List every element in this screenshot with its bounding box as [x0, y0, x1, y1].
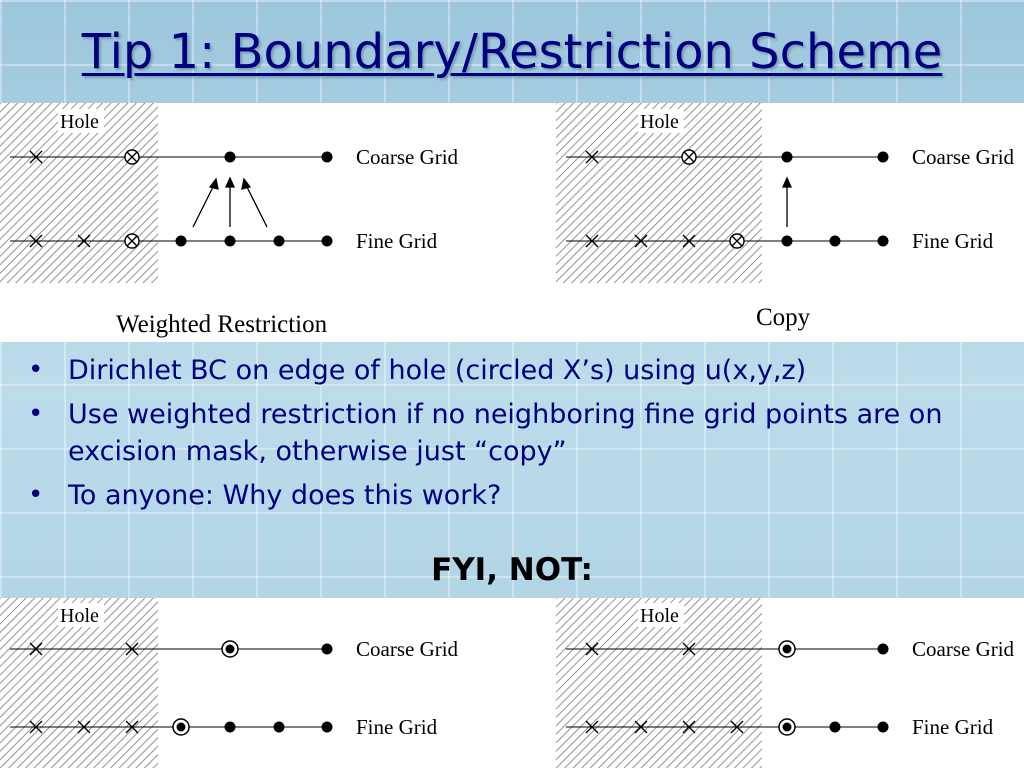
- fine-grid-label: Fine Grid: [356, 229, 438, 253]
- weighted-restriction-figure: [0, 103, 556, 342]
- restriction-arrows: [193, 178, 267, 227]
- bullet-item: • Use weighted restriction if no neighboring fine grid points are on excision mask, otherwise just “copy”: [28, 396, 998, 470]
- coarse-grid-label: Coarse Grid: [356, 145, 459, 169]
- hole-label: Hole: [640, 111, 679, 133]
- bullet-item: • Dirichlet BC on edge of hole (circled X’s) using u(x,y,z): [28, 352, 998, 389]
- hole-label: Hole: [60, 111, 99, 133]
- fine-grid-label: Fine Grid: [912, 229, 994, 253]
- fyi-not-heading: FYI, NOT:: [431, 552, 593, 588]
- coarse-grid-label: Coarse Grid: [912, 637, 1015, 661]
- bullet-list: [28, 352, 998, 521]
- copy-figure: [556, 103, 1024, 342]
- coarse-grid-label: Coarse Grid: [356, 637, 459, 661]
- fine-grid-label: Fine Grid: [356, 715, 438, 739]
- fine-grid-label: Fine Grid: [912, 715, 994, 739]
- coarse-grid-label: Coarse Grid: [912, 145, 1015, 169]
- not-figure-right: [556, 598, 1024, 768]
- bullet-item: • To anyone: Why does this work?: [28, 477, 998, 514]
- hole-label: Hole: [60, 605, 99, 627]
- slide-title: Tip 1: Boundary/Restriction Scheme: [81, 24, 943, 80]
- figure-caption: Weighted Restriction: [116, 311, 328, 338]
- not-figure-left: [0, 598, 556, 768]
- hole-label: Hole: [640, 605, 679, 627]
- figure-caption: Copy: [756, 304, 811, 331]
- copy-arrow: [783, 178, 791, 227]
